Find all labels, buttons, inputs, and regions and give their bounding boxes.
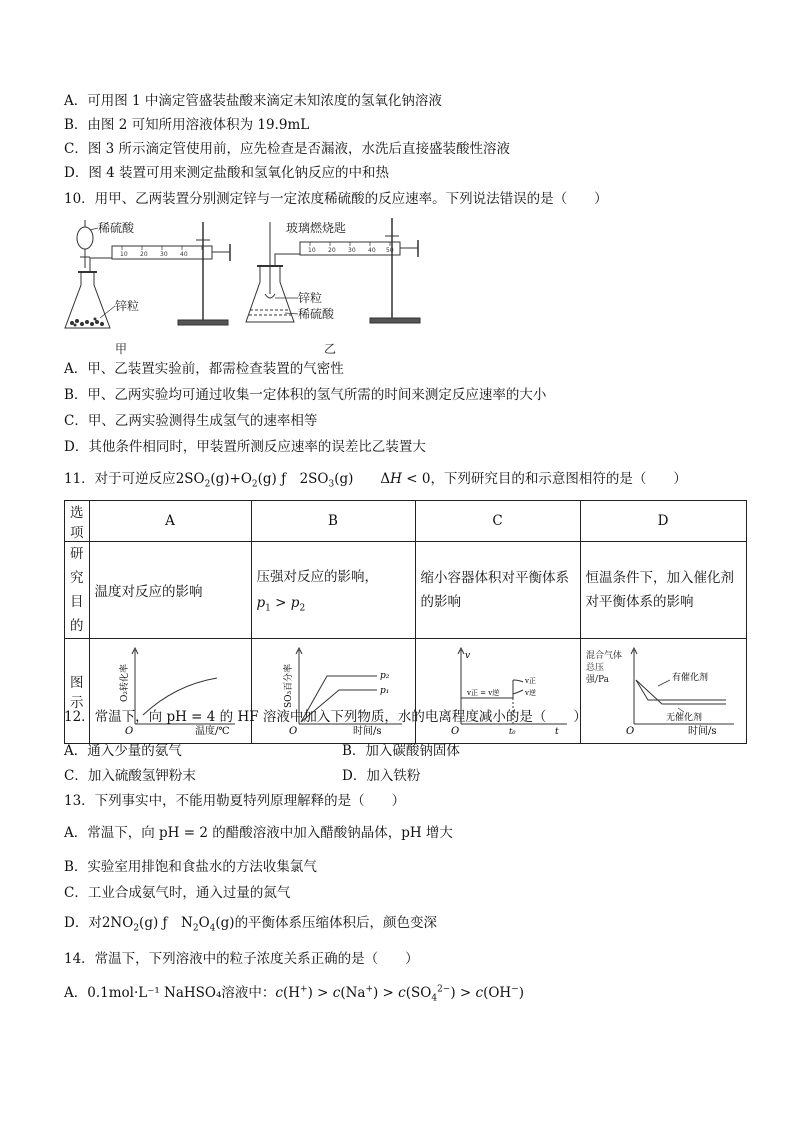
table-purpose-b bbox=[251, 542, 415, 639]
jia-scale-30: 30 bbox=[160, 251, 168, 258]
graph-a-cell bbox=[89, 639, 251, 744]
q13-option-d bbox=[64, 914, 437, 932]
graph-b-cell bbox=[251, 639, 415, 744]
yi-scale-20: 20 bbox=[328, 247, 336, 254]
jia-zinc-label: 锌粒 bbox=[115, 299, 140, 313]
graph-d bbox=[586, 640, 741, 742]
graph-c-origin: O bbox=[450, 726, 459, 737]
q11-stem-post: ，下列研究目的和示意图相符的是（ ） bbox=[430, 471, 687, 487]
graph-d-origin: O bbox=[625, 726, 634, 737]
q13-option-b: B．实验室用排饱和食盐水的方法收集氯气 bbox=[64, 859, 317, 875]
q11-stem-pre: 11．对于可逆反应 bbox=[64, 471, 176, 487]
jia-caption: 甲 bbox=[115, 342, 128, 356]
graph-a bbox=[95, 640, 246, 742]
q10-apparatus-figure bbox=[60, 210, 440, 360]
table-diagram-label: 图示 bbox=[65, 639, 90, 744]
graph-c-t0: t₀ bbox=[508, 727, 515, 736]
yi-scale-10: 10 bbox=[308, 247, 316, 254]
q11-reaction-formula: $2SO_2(g)+O_2(g)$ ƒ $2SO_3(g)$ ΔH < 0 bbox=[175, 471, 431, 490]
yi-spoon-label: 玻璃燃烧匙 bbox=[286, 221, 347, 235]
yi-caption: 乙 bbox=[324, 342, 337, 356]
graph-b-ylabel: SO₃百分率 bbox=[283, 663, 294, 708]
jia-acid-label: 稀硫酸 bbox=[98, 221, 135, 235]
jia-scale-20: 20 bbox=[140, 251, 148, 258]
table-header-d: D bbox=[580, 501, 746, 542]
graph-d-xlabel: 时间/s bbox=[687, 726, 717, 737]
jia-scale-10: 10 bbox=[120, 251, 128, 258]
graph-c-vf: v正 bbox=[524, 677, 536, 685]
q14-option-a-pre: A．0.1mol·L⁻¹ NaHSO₄溶液中： bbox=[64, 985, 276, 1001]
q13-stem: 13．下列事实中，不能用勒夏特列原理解释的是（ ） bbox=[64, 793, 406, 809]
graph-b-xlabel: 时间/s bbox=[352, 726, 382, 737]
q13-option-d-post: 的平衡体系压缩体积后，颜色变深 bbox=[234, 915, 438, 931]
q9-option-d: D．图 4 装置可用来测定盐酸和氢氧化钠反应的中和热 bbox=[64, 165, 389, 181]
graph-b-p1: p₁ bbox=[379, 686, 389, 696]
table-header-a: A bbox=[89, 501, 251, 542]
q9-option-c: C．图 3 所示滴定管使用前，应先检查是否漏液，水洗后直接盛装酸性溶液 bbox=[64, 141, 511, 157]
q9-option-a: A．可用图 1 中滴定管盛装盐酸来滴定未知浓度的氢氧化钠溶液 bbox=[64, 93, 442, 109]
q10-option-d: D．其他条件相同时，甲装置所测反应速率的误差比乙装置大 bbox=[64, 439, 426, 455]
yi-scale-30: 30 bbox=[348, 247, 356, 254]
q10-stem: 10．用甲、乙两装置分别测定锌与一定浓度稀硫酸的反应速率。下列说法错误的是（ ） bbox=[64, 191, 608, 207]
graph-c-vr: v逆 bbox=[524, 689, 536, 697]
graph-c-cell bbox=[415, 639, 580, 744]
graph-a-xlabel: 温度/℃ bbox=[194, 726, 230, 737]
yi-acid-label: 稀硫酸 bbox=[298, 307, 335, 321]
table-purpose-label: 研究目的 bbox=[65, 542, 90, 639]
graph-b-p2: p₂ bbox=[379, 671, 389, 681]
q12-option-c: C．加入硫酸氢钾粉末 bbox=[64, 768, 196, 784]
graph-d-cell bbox=[580, 639, 746, 744]
graph-d-ylabel-box bbox=[586, 650, 632, 714]
q13-option-c: C．工业合成氨气时，通入过量的氮气 bbox=[64, 885, 291, 901]
q13-option-a: A．常温下，向 pH = 2 的醋酸溶液中加入醋酸钠晶体，pH 增大 bbox=[64, 825, 453, 841]
q10-option-c: C．甲、乙两实验测得生成氢气的速率相等 bbox=[64, 413, 318, 429]
table-header-c: C bbox=[415, 501, 580, 542]
table-purpose-b-text: 压强对反应的影响， bbox=[256, 569, 378, 585]
graph-c bbox=[421, 640, 575, 742]
q13-option-d-pre: D．对 bbox=[64, 915, 102, 931]
graph-a-ylabel: O₂转化率 bbox=[119, 664, 130, 702]
q12-option-b: B．加入碳酸钠固体 bbox=[342, 743, 460, 759]
q14-option-a-formula: $c(H^+) > c(Na^+) > c(SO_4^{2-}) > c(OH^-)$ bbox=[275, 984, 525, 1004]
yi-zinc-label: 锌粒 bbox=[298, 291, 323, 305]
apparatus-jia bbox=[65, 220, 230, 328]
table-header-option: 选项 bbox=[65, 501, 90, 542]
q13-option-d-formula: $2NO_2(g)$ ƒ $N_2O_4(g)$ bbox=[101, 915, 235, 934]
q9-option-b: B．由图 2 可知所用溶液体积为 19.9mL bbox=[64, 117, 310, 133]
table-purpose-a: 温度对反应的影响 bbox=[89, 542, 251, 639]
yi-scale-50: 50 bbox=[386, 247, 394, 254]
q10-option-b: B．甲、乙两实验均可通过收集一定体积的氢气所需的时间来测定反应速率的大小 bbox=[64, 387, 547, 403]
table-purpose-c: 缩小容器体积对平衡体系的影响 bbox=[415, 542, 580, 639]
graph-a-origin: O bbox=[124, 726, 133, 737]
graph-d-nocatalyst: 无催化剂 bbox=[665, 713, 702, 723]
q12-option-d: D．加入铁粉 bbox=[342, 768, 421, 784]
yi-scale-40: 40 bbox=[368, 247, 376, 254]
q11-stem bbox=[64, 470, 687, 488]
q10-option-a: A．甲、乙装置实验前，都需检查装置的气密性 bbox=[64, 361, 344, 377]
graph-b bbox=[257, 640, 410, 742]
graph-d-catalyst: 有催化剂 bbox=[671, 673, 708, 683]
table-header-b: B bbox=[251, 501, 415, 542]
jia-scale-40: 40 bbox=[180, 251, 188, 258]
graph-d-ylabel: 混合气体总压强/Pa bbox=[585, 651, 622, 685]
graph-c-ylabel: v bbox=[464, 651, 470, 661]
table-purpose-b-condition: $p_1 > p_2$ bbox=[256, 595, 306, 614]
q12-stem: 12．常温下，向 pH = 4 的 HF 溶液中加入下列物质，水的电离程度减小的是（ ） bbox=[64, 709, 587, 725]
table-purpose-d: 恒温条件下，加入催化剂对平衡体系的影响 bbox=[580, 542, 746, 639]
q12-option-a: A．通入少量的氨气 bbox=[64, 743, 182, 759]
q14-stem: 14．常温下，下列溶液中的粒子浓度关系正确的是（ ） bbox=[64, 951, 419, 967]
graph-b-origin: O bbox=[288, 726, 297, 737]
q14-option-a bbox=[64, 984, 524, 1002]
graph-c-xlabel: t bbox=[554, 727, 559, 737]
graph-c-veq: v正 = v逆 bbox=[466, 689, 499, 697]
